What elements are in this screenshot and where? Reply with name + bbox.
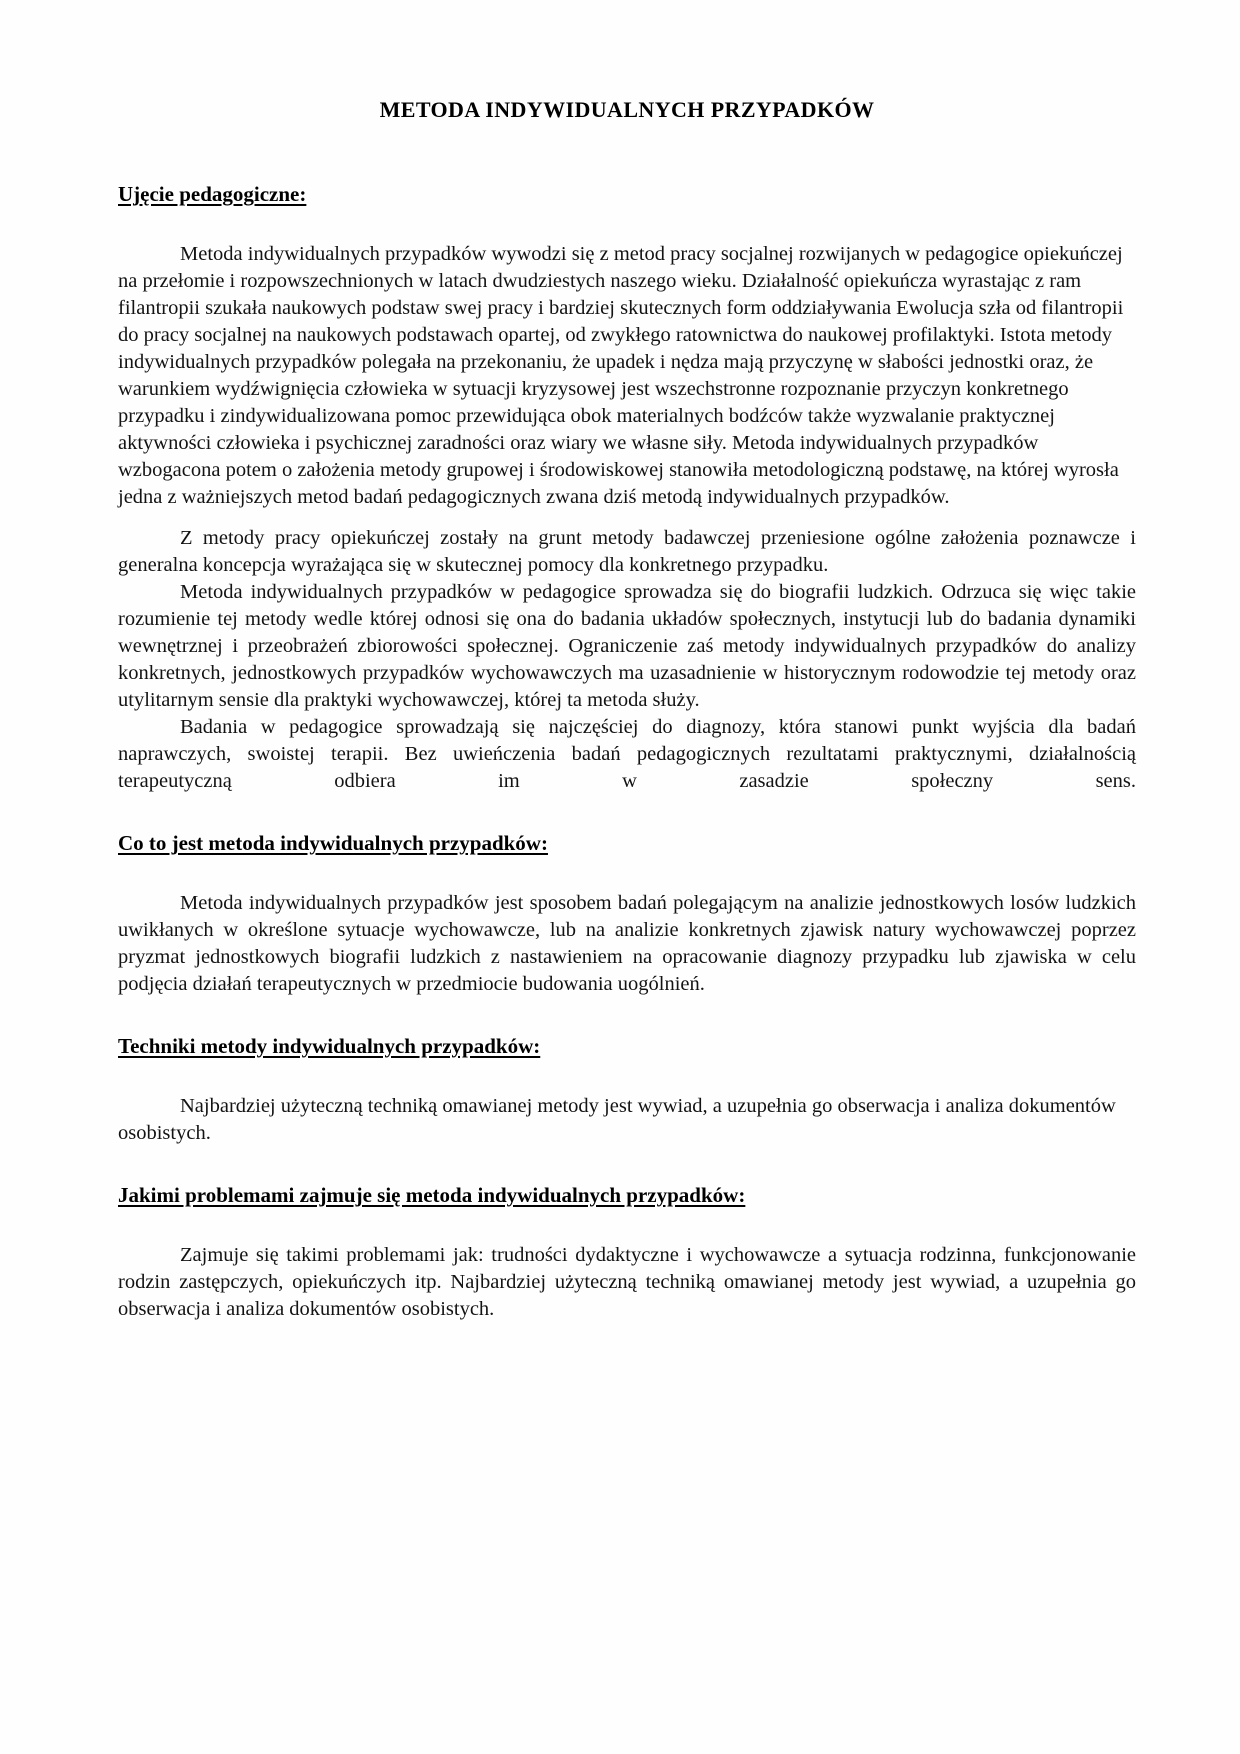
paragraph: Zajmuje się takimi problemami jak: trudności dydaktyczne i wychowawcze a sytuacja rodzinna, funkcjonowanie rodzin zastępczych, opiekuńczych itp. Najbardziej użyteczną techniką omawianej metody jest wywiad, a uzupełnia go obserwacja i analiza dokumentów osobistych. <box>118 1244 1136 1320</box>
paragraph: Metoda indywidualnych przypadków jest sposobem badań polegającym na analizie jednostkowych losów ludzkich uwikłanych w określone sytuacje wychowawcze, lub na analizie konkretnych zjawisk natury wychowawczej poprzez pryzmat jednostkowych biografii ludzkich z nastawieniem na opracowanie diagnozy przypadku lub zjawiska w celu podjęcia działań terapeutycznych w przedmiocie budowania uogólnień. <box>118 892 1136 995</box>
section-ujecie-pedagogiczne <box>118 180 1136 795</box>
paragraph: Z metody pracy opiekuńczej zostały na grunt metody badawczej przeniesione ogólne założenia poznawcze i generalna koncepcja wyrażająca się w skutecznej pomocy dla konkretnego przypadku. <box>118 527 1136 576</box>
section-jakimi-problemami <box>118 1181 1136 1323</box>
document-title: METODA INDYWIDUALNYCH PRZYPADKÓW <box>379 97 875 122</box>
section-heading-ujecie-pedagogiczne: Ujęcie pedagogiczne: <box>118 182 307 206</box>
section-heading-co-to-jest: Co to jest metoda indywidualnych przypadków: <box>118 831 548 855</box>
section-co-to-jest <box>118 829 1136 998</box>
paragraph: Najbardziej użyteczną techniką omawianej metody jest wywiad, a uzupełnia go obserwacja i analiza dokumentów osobistych. <box>118 1095 1116 1144</box>
section-techniki <box>118 1032 1136 1147</box>
paragraph: Metoda indywidualnych przypadków wywodzi się z metod pracy socjalnej rozwijanych w pedagogice opiekuńczej na przełomie i rozpowszechnionych w latach dwudziestych naszego wieku. Działalność opiekuńcza wyrastając z ram filantropii szukała naukowych podstaw swej pracy i bardziej skutecznych form oddziaływania Ewolucja szła od filantropii do pracy socjalnej na naukowych podstawach opartej, od zwykłego ratownictwa do naukowej profilaktyki. Istota metody indywidualnych przypadków polegała na przekonaniu, że upadek i nędza mają przyczynę w słabości jednostki oraz, że warunkiem wydźwignięcia człowieka w sytuacji kryzysowej jest wszechstronne rozpoznanie przyczyn konkretnego przypadku i zindywidualizowana pomoc przewidująca obok materialnych bodźców także wyzwalanie praktycznej aktywności człowieka i psychicznej zaradności oraz wiary we własne siły. Metoda indywidualnych przypadków wzbogacona potem o założenia metody grupowej i środowiskowej stanowiła metodologiczną podstawę, na której wyrosła jedna z ważniejszych metod badań pedagogicznych zwana dziś metodą indywidualnych przypadków. <box>118 243 1124 508</box>
paragraph: Badania w pedagogice sprowadzają się najczęściej do diagnozy, która stanowi punkt wyjścia dla badań naprawczych, swoistej terapii. Bez uwieńczenia badań pedagogicznych rezultatami praktycznymi, działalnością terapeutyczną odbiera im w zasadzie społeczny sens. <box>118 716 1136 792</box>
paragraph: Metoda indywidualnych przypadków w pedagogice sprowadza się do biografii ludzkich. Odrzuca się więc takie rozumienie tej metody wedle której odnosi się ona do badania układów społecznych, instytucji lub do badania dynamiki wewnętrznej i przeobrażeń zbiorowości społecznej. Ograniczenie zaś metody indywidualnych przypadków do analizy konkretnych, jednostkowych przypadków wychowawczych ma uzasadnienie w historycznym rodowodzie tej metody oraz utylitarnym sensie dla praktyki wychowawczej, której ta metoda służy. <box>118 581 1136 711</box>
section-heading-jakimi-problemami: Jakimi problemami zajmuje się metoda indywidualnych przypadków: <box>118 1183 746 1207</box>
section-heading-techniki: Techniki metody indywidualnych przypadków: <box>118 1034 541 1058</box>
